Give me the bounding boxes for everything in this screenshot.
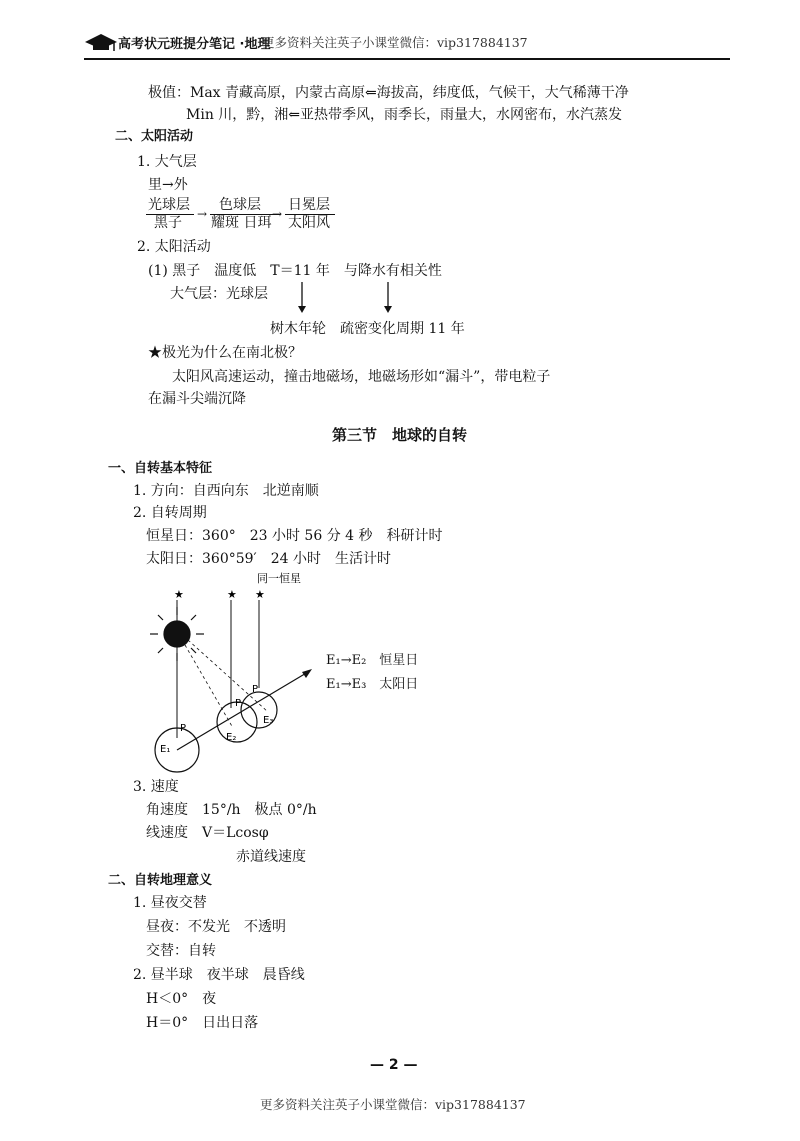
aurora-answer-2: 在漏斗尖端沉降 (148, 391, 246, 407)
footer-promo: 更多资料关注英子小课堂微信：vip317884137 (260, 1097, 526, 1112)
solar-heading: 二、太阳活动 (115, 129, 194, 144)
down-arrows (290, 280, 400, 316)
features-heading: 一、自转基本特征 (108, 461, 213, 476)
legend-sidereal: E₁→E₂ 恒星日 (326, 653, 419, 668)
layer-3-name: 日冕层 (288, 197, 330, 213)
solar-sub2: 2. 太阳活动 (137, 239, 211, 255)
aurora-question: ★极光为什么在南北极？ (148, 345, 302, 361)
significance-heading: 二、自转地理意义 (108, 873, 213, 888)
arrow-icon (302, 669, 312, 678)
sidereal-day: 恒星日：360° 23 小时 56 分 4 秒 科研计时 (146, 528, 443, 544)
linear-speed: 线速度 V＝Lcosφ (146, 825, 269, 841)
extremes-min: Min 川，黔，湘⇐亚热带季风，雨季长，雨量大，水网密布，水汽蒸发 (186, 107, 623, 123)
same-star-label: 同一恒星 (257, 572, 301, 585)
h-less-zero: H＜0° 夜 (146, 991, 217, 1007)
header-rule (84, 58, 730, 60)
e2-label: E₂ (226, 732, 237, 743)
daynight-heading: 1. 昼夜交替 (133, 895, 207, 911)
rotation-direction: 1. 方向：自西向东 北逆南顺 (133, 483, 319, 499)
daynight-b: 交替：自转 (146, 943, 216, 959)
legend-solar: E₁→E₃ 太阳日 (326, 677, 419, 692)
speed-heading: 3. 速度 (133, 779, 179, 795)
p-label: P (252, 684, 259, 695)
header-promo: 更多资料关注英子小课堂微信：vip317884137 (262, 35, 528, 50)
solar-day: 太阳日：360°59′ 24 小时 生活计时 (146, 551, 391, 567)
e3-label: E₃ (263, 715, 274, 726)
page-number: — 2 — (370, 1057, 418, 1073)
effects-line: 树木年轮 疏密变化周期 11 年 (270, 321, 465, 337)
layer-1-phen: 黑子 (154, 215, 182, 231)
p-label: P (235, 698, 242, 709)
down-arrow-icon (298, 306, 306, 313)
layer-line: 大气层：光球层 (170, 286, 268, 302)
rotation-period: 2. 自转周期 (133, 505, 207, 521)
extremes-max: 极值：Max 青藏高原，内蒙古高原⇐海拔高，纬度低，气候干，大气稀薄干净 (148, 85, 629, 101)
header-title: 高考状元班提分笔记 ·地理 (118, 37, 271, 52)
e1-label: E₁ (160, 744, 171, 755)
solar-sub1: 1. 大气层 (137, 154, 197, 170)
graduation-cap-logo (84, 32, 118, 54)
star-icon: ★ (255, 588, 265, 601)
daynight-a: 昼夜：不发光 不透明 (146, 919, 286, 935)
star-icon: ★ (227, 588, 237, 601)
star-icon: ★ (174, 588, 184, 601)
sunspot-line: (1) 黑子 温度低 T＝11 年 与降水有相关性 (148, 263, 442, 279)
equator-speed: 赤道线速度 (236, 849, 306, 865)
layer-1-name: 光球层 (148, 197, 190, 213)
arrow-icon: → (272, 207, 283, 221)
p-label: P (180, 723, 187, 734)
layer-2-name: 色球层 (219, 197, 261, 213)
arrow-icon: → (197, 207, 208, 221)
section-title: 第三节 地球的自转 (332, 426, 468, 444)
hemispheres: 2. 昼半球 夜半球 晨昏线 (133, 967, 305, 983)
inner-outer: 里→外 (148, 177, 188, 193)
down-arrow-icon (384, 306, 392, 313)
h-equal-zero: H＝0° 日出日落 (146, 1015, 259, 1031)
aurora-answer-1: 太阳风高速运动，撞击地磁场，地磁场形如“漏斗”，带电粒子 (172, 369, 551, 385)
angular-speed: 角速度 15°/h 极点 0°/h (146, 802, 317, 818)
rotation-diagram (140, 568, 480, 780)
layer-2-phen: 耀斑 日珥 (211, 215, 272, 231)
layer-3-phen: 太阳风 (288, 215, 330, 231)
